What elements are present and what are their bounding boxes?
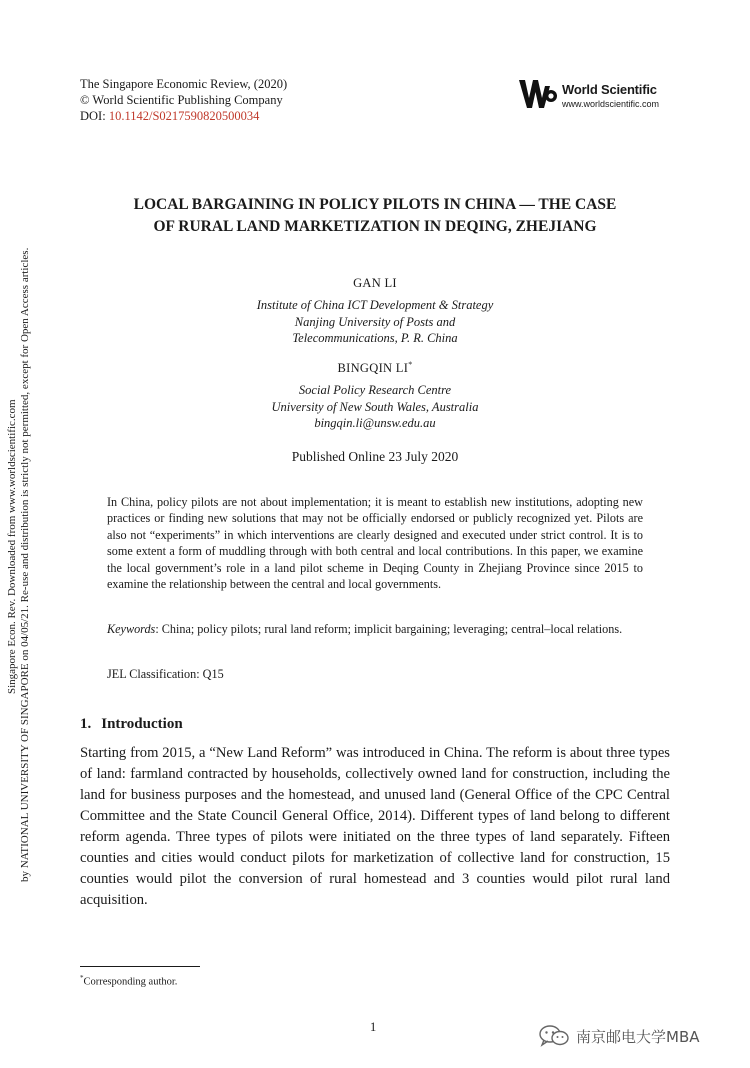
page-number: 1: [370, 1020, 377, 1034]
corresponding-mark: *: [408, 360, 413, 369]
copyright-line: © World Scientific Publishing Company: [80, 93, 283, 107]
affil-line: Institute of China ICT Development & Strategy: [256, 298, 494, 312]
body-paragraph: Starting from 2015, a “New Land Reform” was introduced in China. The reform is about three types of land: farmland contracted by households, collectively owned land for construction, including the land for business purposes and the homestead, and unused land (General Office of the CPC Central Committee and the State Council General Office, 2014). Different types of land belong to different reform agenda. Three types of pilots were initiated on the three types of land separately. Fifteen counties and cities would conduct pilots for marketization of collective land for construction, 15 counties would pilot the conversion of rural homestead and 3 counties would pilot rural land acquisition.: [80, 745, 670, 908]
footnote-text: Corresponding author.: [83, 976, 178, 988]
published-date: Published Online 23 July 2020: [291, 449, 459, 464]
section-title: Introduction: [101, 716, 183, 732]
article-title: [80, 194, 670, 238]
world-scientific-logo-icon: [518, 78, 558, 110]
doi-link[interactable]: 10.1142/S0217590820500034: [108, 109, 260, 123]
author-1-affiliation: [80, 297, 670, 347]
keywords: [107, 621, 643, 637]
abstract: In China, policy pilots are not about implementation; it is meant to establish new institutions, adopting new practices or finding new solutions that may not be officially endorsed or publicly recognized yet. Pilots are also not “experiments” in which interventions are clearly designed and executed under strict control. It is to some extent a form of muddling through with both central and local contributions. In this paper, we examine the local government’s role in a land pilot scheme in Deqing County in Zhejiang Province since 2015 to examine the relationship between the central and local governments.: [107, 495, 643, 592]
publisher-logo: [518, 76, 678, 116]
title-line-1: LOCAL BARGAINING IN POLICY PILOTS IN CHINA — THE CASE: [133, 196, 617, 213]
affil-line: Nanjing University of Posts and: [294, 314, 456, 329]
author-email[interactable]: bingqin.li@unsw.edu.au: [314, 416, 436, 430]
keywords-list: : China; policy pilots; rural land reform; implicit bargaining; leveraging; central–local relations.: [155, 622, 623, 636]
wechat-icon: [538, 1025, 570, 1047]
footnote-mark: *: [80, 974, 84, 982]
title-line-2: OF RURAL LAND MARKETIZATION IN DEQING, ZHEJIANG: [153, 218, 597, 235]
doi-line: [80, 108, 287, 124]
section-heading: [80, 716, 183, 733]
side-notice-line-2: by NATIONAL UNIVERSITY OF SINGAPORE on 04/05/21. Re-use and distribution is strictly not permitted, except for Open Access articles.: [19, 247, 31, 882]
watermark-text: 南京邮电大学MBA: [576, 1028, 700, 1046]
side-download-notice: [0, 0, 40, 1068]
affil-line: Telecommunications, P. R. China: [292, 331, 458, 345]
section-number: 1.: [80, 716, 92, 732]
author-2-affiliation: [80, 382, 670, 432]
footnote: [80, 974, 177, 988]
author-2: [80, 360, 670, 376]
journal-name: The Singapore Economic Review, (2020): [80, 77, 288, 91]
affil-line: University of New South Wales, Australia: [271, 399, 479, 414]
author-1-name: GAN LI: [353, 276, 397, 290]
doi-prefix: DOI:: [80, 109, 109, 123]
journal-header: [80, 76, 287, 124]
logo-name: World Scientific: [562, 82, 657, 97]
watermark: [538, 1024, 738, 1048]
author-2-name: BINGQIN LI: [337, 361, 409, 376]
affil-line: Social Policy Research Centre: [298, 383, 452, 397]
jel-classification: JEL Classification: Q15: [107, 667, 224, 681]
footnote-divider: [80, 966, 200, 967]
side-notice-line-1: Singapore Econ. Rev. Downloaded from www.worldscientific.com: [6, 399, 18, 694]
logo-url: www.worldscientific.com: [562, 99, 660, 109]
keywords-label: Keywords: [107, 622, 156, 636]
